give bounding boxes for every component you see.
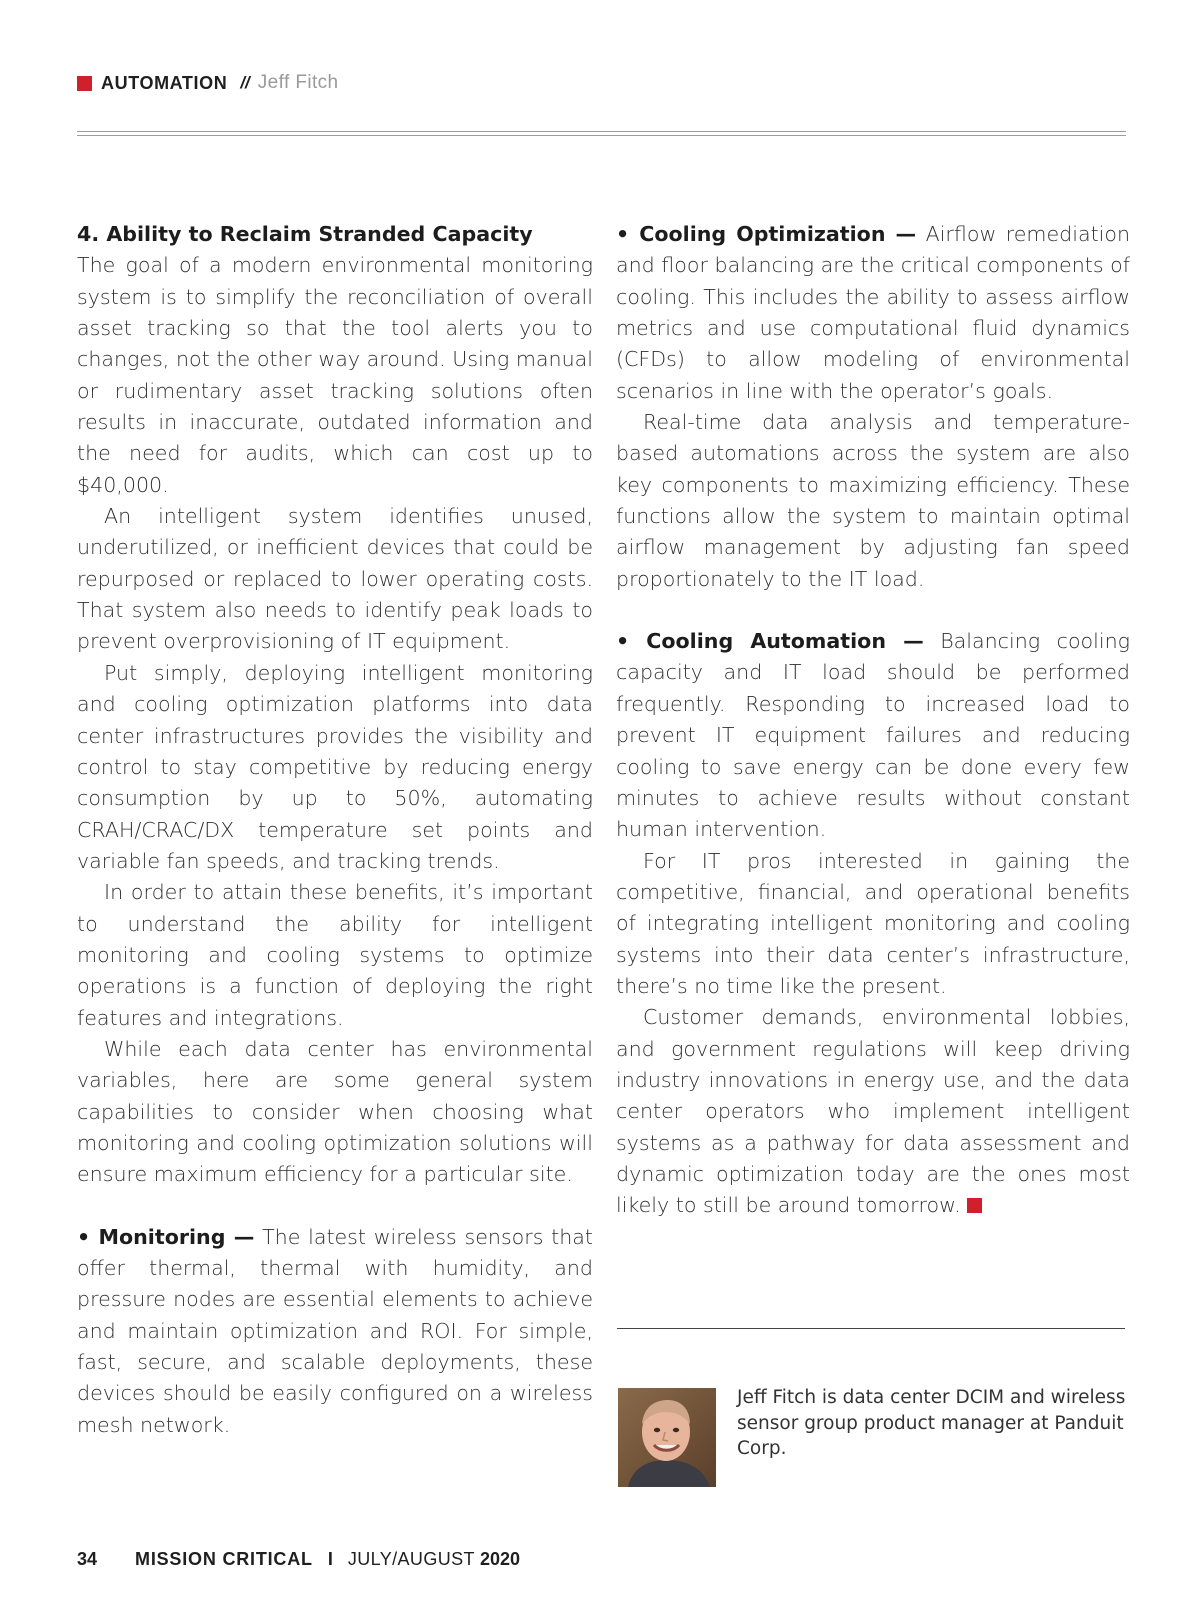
bullet-cooling-automation-text: Balancing cooling capacity and IT load should be performed frequently. Responding to increased load to prevent IT equipment failures and reducing cooling to save energy can be done every few minutes to achieve results without constant human intervention. — [616, 629, 1131, 842]
paragraph-capabilities: While each data center has environmental variables, here are some general system capabilities to consider when choosing what monitoring and cooling optimization solutions will ensure maximum efficiency for a particular site. — [77, 1036, 593, 1187]
bullet-cooling-automation-label: • Cooling Automation — — [616, 629, 924, 654]
subheading-text: 4. Ability to Reclaim Stranded Capacity — [77, 222, 533, 246]
page-header — [77, 70, 339, 96]
bullet-cooling-automation — [616, 626, 1130, 845]
paragraph-it-pros: For IT pros interested in gaining the competitive, financial, and operational benefits of integrating intelligent monitoring and cooling systems into their data center’s infrastructure, there’s no time like the present. — [616, 848, 1130, 998]
issue-year: 2020 — [479, 1549, 520, 1569]
page-footer — [77, 1549, 520, 1570]
author-photo — [618, 1388, 716, 1487]
end-mark-icon — [967, 1198, 982, 1213]
issue-date: JULY/AUGUST — [347, 1549, 475, 1569]
paragraph-benefits: In order to attain these benefits, it’s important to understand the ability for intelligent monitoring and cooling systems to optimize operations is a function of deploying the right features and integrations. — [77, 880, 593, 1030]
magazine-title: MISSION CRITICAL — [135, 1549, 313, 1569]
paragraph-realtime: Real-time data analysis and temperature-based automations across the system are also key components to maximizing efficiency. These functions allow the system to maintain optimal airflow management by adjusting fan speed proportionately to the IT load. — [616, 410, 1130, 591]
left-column — [77, 219, 593, 1441]
paragraph-intelligent-system: An intelligent system identifies unused, underutilized, or inefficient devices that could be repurposed or replaced to lower operating costs. That system also needs to identify peak loads to prevent overprovisioning of IT equipment. — [77, 504, 593, 654]
bio-divider — [617, 1328, 1125, 1329]
header-separator: // — [240, 73, 250, 92]
paragraph-goal: The goal of a modern environmental monitoring system is to simplify the reconciliation of overall asset tracking so that the tool alerts you to changes, not the other way around. Using manual or rudimentary asset tracking solutions often results in inaccurate, outdated information and the need for audits, which can cost up to $40,000. — [77, 253, 593, 497]
bullet-monitoring-label: • Monitoring — — [77, 1224, 255, 1249]
author-portrait-icon — [618, 1388, 716, 1487]
bullet-monitoring-text: The latest wireless sensors that offer thermal, thermal with humidity, and pressure nodes are essential elements to achieve and maintain optimization and ROI. For simple, fast, secure, and scalable deployments, these devices should be easily configured on a wireless mesh network. — [77, 1224, 593, 1437]
bullet-monitoring — [77, 1222, 593, 1441]
bullet-cooling-optimization-text: Airflow remediation and floor balancing are the critical components of cooling. This includes the ability to assess airflow metrics and use computational fluid dynamics (CFDs) to allow modeling of environmental scenarios in line with the operator’s goals. — [616, 222, 1131, 403]
section-marker-icon — [77, 76, 92, 91]
paragraph-customer-demands — [616, 1002, 1130, 1221]
header-rule-bottom — [77, 135, 1126, 136]
paragraph-put-simply: Put simply, deploying intelligent monitoring and cooling optimization platforms into data center infrastructures provides the visibility and control to stay competitive by reducing energy consumption by up to 50%, automating CRAH/CRAC/DX temperature set points and variable fan speeds, and tracking trends. — [77, 660, 593, 873]
right-column — [616, 219, 1130, 1222]
page-number: 34 — [77, 1549, 98, 1569]
bullet-cooling-optimization-label: • Cooling Optimization — — [616, 222, 917, 246]
footer-separator: I — [327, 1549, 333, 1569]
closing-text: Customer demands, environmental lobbies, and government regulations will keep driving industry innovations in energy use, and the data center operators who implement intelligent systems as a pathway for data assessment and dynamic optimization today are the ones most likely to still be around tomorrow. — [616, 1005, 1130, 1218]
bullet-cooling-optimization — [616, 219, 1130, 407]
section-label: AUTOMATION — [101, 72, 228, 93]
author-bio: Jeff Fitch is data center DCIM and wireless sensor group product manager at Panduit Corp. — [737, 1387, 1126, 1459]
header-rule-top — [77, 131, 1126, 132]
header-author: Jeff Fitch — [257, 72, 339, 93]
article-subheading — [77, 219, 593, 250]
